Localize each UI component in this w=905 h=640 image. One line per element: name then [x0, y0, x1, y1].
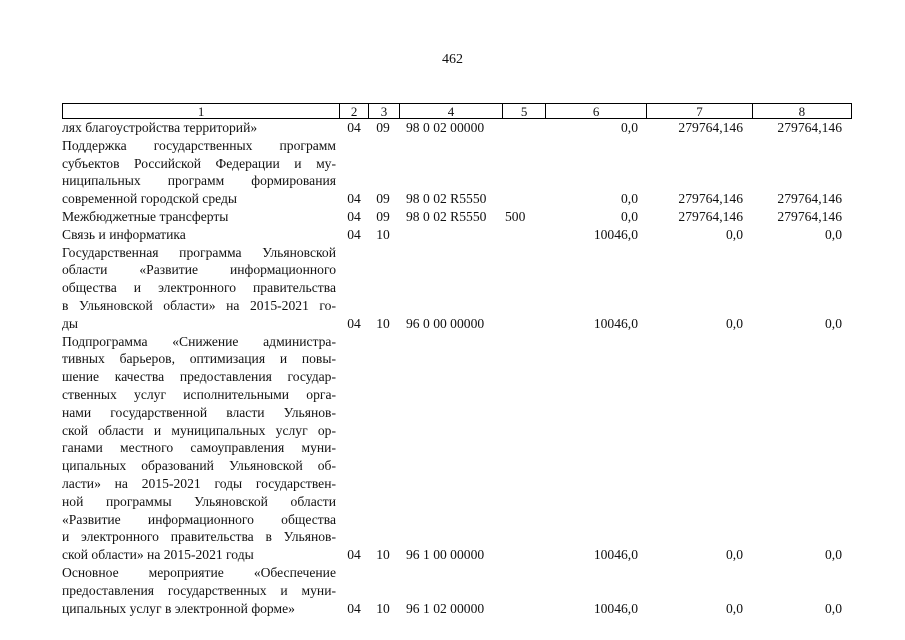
target-item-code: 96 0 00 00000 [406, 315, 485, 331]
table-header [62, 103, 852, 119]
description-line: ской области» на 2015-2021 годы [62, 547, 254, 563]
section-code: 04 [347, 120, 361, 135]
amount-col-7: 0,0 [726, 600, 743, 616]
description-line: Основное мероприятие «Обеспечение [62, 564, 336, 580]
description-line: ной программы Ульяновской области [62, 493, 336, 509]
row-description [62, 333, 340, 564]
description-line: предоставления государственных и муни- [62, 582, 336, 598]
row-description [62, 564, 340, 617]
description-line: нами государственной власти Ульянов- [62, 404, 336, 420]
description-line: ственных услуг исполнительными орга- [62, 386, 336, 402]
table-body [62, 119, 852, 617]
description-line: тивных барьеров, оптимизация и повы- [62, 351, 336, 367]
table-row [62, 208, 852, 226]
amount-col-6: 10046,0 [593, 600, 638, 616]
description-line: ды [62, 315, 79, 331]
amount-col-8: 279764,146 [777, 191, 842, 207]
header-cell: 4 [400, 104, 503, 118]
amount-col-7: 0,0 [726, 547, 743, 563]
description-line: и электронного правительства в Ульянов- [62, 529, 336, 545]
table-row [62, 333, 852, 564]
description-line: ганами местного самоуправления муни- [62, 440, 336, 456]
description-line: ципальных услуг в электронной форме» [62, 600, 295, 616]
description-line: ципальных образований Ульяновской об- [62, 458, 336, 474]
amount-col-7: 279764,146 [678, 120, 743, 135]
description-line: Государственная программа Ульяновской [62, 244, 336, 260]
amount-col-6: 0,0 [621, 208, 638, 224]
row-description [62, 208, 340, 226]
subsection-code: 10 [376, 226, 390, 242]
description-line: общества и электронного правительства [62, 280, 336, 296]
target-item-code: 98 0 02 R5550 [406, 191, 487, 207]
target-item-code: 96 1 00 00000 [406, 547, 485, 563]
amount-col-6: 10046,0 [593, 315, 638, 331]
row-description [62, 226, 340, 244]
description-line: шение качества предоставления государ- [62, 369, 336, 385]
description-line: Межбюджетные трансферты [62, 208, 229, 224]
description-line: лях благоустройства территорий» [62, 120, 258, 135]
table-row [62, 244, 852, 333]
amount-col-6: 0,0 [621, 191, 638, 207]
row-description [62, 119, 340, 137]
amount-col-7: 279764,146 [678, 191, 743, 207]
row-description [62, 137, 340, 208]
row-description [62, 244, 340, 333]
amount-col-6: 10046,0 [593, 226, 638, 242]
target-item-code: 96 1 02 00000 [406, 600, 485, 616]
description-line: ниципальных программ формирования [62, 173, 336, 189]
section-code: 04 [347, 600, 361, 616]
subsection-code: 10 [376, 315, 390, 331]
target-item-code: 98 0 02 R5550 [406, 208, 487, 224]
amount-col-7: 279764,146 [678, 208, 743, 224]
subsection-code: 09 [376, 120, 390, 135]
amount-col-6: 0,0 [621, 120, 638, 135]
header-cell: 8 [798, 104, 806, 119]
budget-table [62, 103, 852, 617]
description-line: «Развитие информационного общества [62, 511, 336, 527]
description-line: в Ульяновской области» на 2015-2021 го- [62, 297, 336, 313]
description-line: ласти» на 2015-2021 годы государствен- [62, 475, 336, 491]
header-cell: 3 [369, 104, 400, 118]
section-code: 04 [347, 547, 361, 563]
amount-col-8: 279764,146 [777, 120, 842, 135]
amount-col-7: 0,0 [726, 226, 743, 242]
amount-col-8: 0,0 [825, 600, 842, 616]
amount-col-7: 0,0 [726, 315, 743, 331]
amount-col-8: 0,0 [825, 315, 842, 331]
section-code: 04 [347, 208, 361, 224]
table-row [62, 119, 852, 137]
amount-col-6: 10046,0 [593, 547, 638, 563]
table-row [62, 226, 852, 244]
section-code: 04 [347, 191, 361, 207]
subsection-code: 09 [376, 208, 390, 224]
amount-col-8: 279764,146 [777, 208, 842, 224]
header-cell: 1 [63, 104, 340, 118]
section-code: 04 [347, 226, 361, 242]
header-cell: 6 [546, 104, 647, 118]
subsection-code: 10 [376, 600, 390, 616]
target-item-code: 98 0 02 00000 [406, 120, 485, 135]
description-line: субъектов Российской Федерации и му- [62, 155, 336, 171]
description-line: области «Развитие информационного [62, 262, 336, 278]
description-line: ской области и муниципальных услуг ор- [62, 422, 336, 438]
section-code: 04 [347, 315, 361, 331]
table-row [62, 137, 852, 208]
amount-col-8: 0,0 [825, 226, 842, 242]
description-line: Подпрограмма «Снижение администра- [62, 333, 336, 349]
description-line: Поддержка государственных программ [62, 137, 336, 153]
header-cell: 2 [340, 104, 369, 118]
subsection-code: 09 [376, 191, 390, 207]
amount-col-8: 0,0 [825, 547, 842, 563]
header-cell: 7 [647, 104, 752, 118]
description-line: современной городской среды [62, 191, 238, 207]
header-cell: 5 [503, 104, 546, 118]
table-row [62, 564, 852, 617]
expense-type-code: 500 [505, 208, 526, 224]
description-line: Связь и информатика [62, 226, 186, 242]
page-number: 462 [442, 52, 463, 67]
subsection-code: 10 [376, 547, 390, 563]
